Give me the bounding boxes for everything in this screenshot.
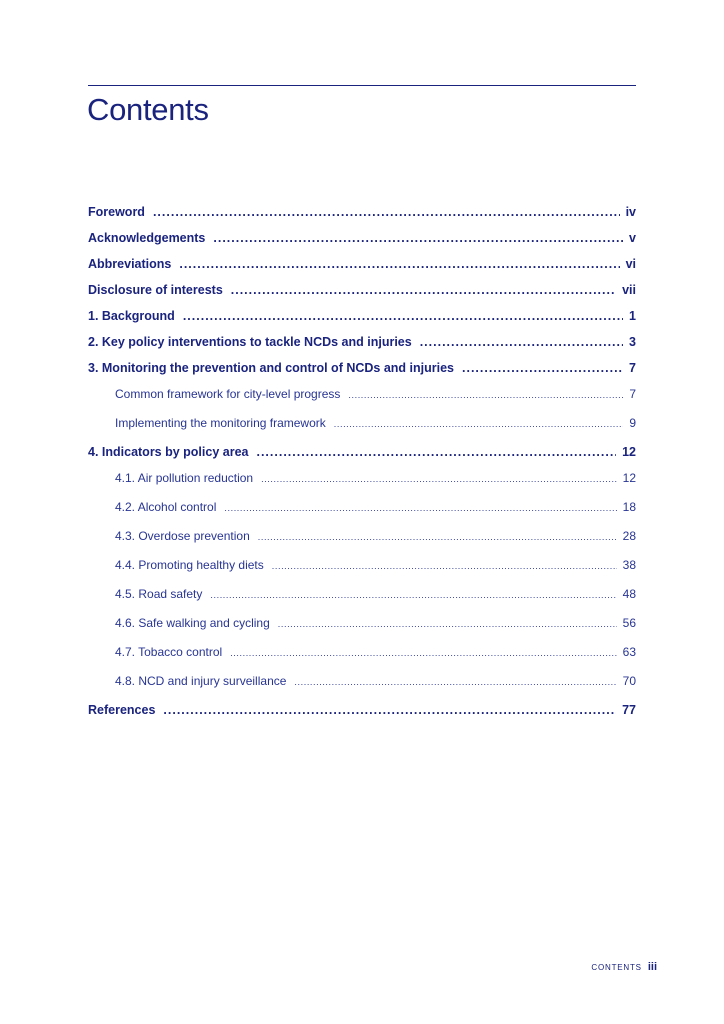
dot-leader	[213, 231, 623, 245]
toc-entry-label: 4.6. Safe walking and cycling	[115, 616, 270, 630]
dot-leader	[294, 677, 616, 687]
toc-entry-page: 3	[629, 335, 636, 349]
toc-entry-page: 7	[629, 387, 636, 401]
toc-entry-healthy-diets[interactable]	[88, 558, 636, 578]
dot-leader	[230, 648, 616, 658]
toc-entry-label: 4.4. Promoting healthy diets	[115, 558, 264, 572]
toc-entry-walking-cycling[interactable]	[88, 616, 636, 636]
toc-entry-foreword[interactable]	[88, 205, 636, 225]
page-footer	[591, 961, 657, 973]
toc-entry-page: 28	[622, 529, 636, 543]
dot-leader	[183, 309, 623, 323]
toc-entry-page: vi	[625, 257, 636, 271]
toc-entry-label: 4.5. Road safety	[115, 587, 203, 601]
toc-entry-page: v	[629, 231, 636, 245]
toc-entry-page: 38	[622, 558, 636, 572]
toc-entry-background[interactable]	[88, 309, 636, 329]
dot-leader	[153, 205, 620, 219]
toc-entry-page: 18	[622, 500, 636, 514]
toc-entry-common-framework[interactable]	[88, 387, 636, 407]
toc-entry-label: Acknowledgements	[88, 231, 206, 245]
toc-entry-label: Foreword	[88, 205, 145, 219]
toc-entry-implementing[interactable]	[88, 416, 636, 436]
toc-entry-page: 12	[622, 471, 636, 485]
toc-entry-label: 4.1. Air pollution reduction	[115, 471, 254, 485]
toc-entry-overdose[interactable]	[88, 529, 636, 549]
toc-entry-page: 7	[629, 361, 636, 375]
toc-entry-label: 3. Monitoring the prevention and control of NCDs and injuries	[88, 361, 454, 375]
toc-entry-label: Implementing the monitoring framework	[115, 416, 326, 430]
toc-entry-acknowledgements[interactable]	[88, 231, 636, 251]
toc-entry-key-policy[interactable]	[88, 335, 636, 355]
toc-entry-label: References	[88, 703, 156, 717]
dot-leader	[179, 257, 619, 271]
toc-entry-label: Abbreviations	[88, 257, 172, 271]
toc-entry-label: 4.7. Tobacco control	[115, 645, 223, 659]
toc-entry-page: 12	[622, 445, 636, 459]
toc-entry-indicators[interactable]	[88, 445, 636, 465]
dot-leader	[210, 590, 616, 600]
footer-section-label: CONTENTS	[591, 963, 642, 972]
dot-leader	[272, 561, 617, 571]
dot-leader	[256, 445, 616, 459]
toc-entry-page: 56	[622, 616, 636, 630]
toc-entry-label: Disclosure of interests	[88, 283, 223, 297]
toc-entry-label: 4.8. NCD and injury surveillance	[115, 674, 287, 688]
toc-entry-road-safety[interactable]	[88, 587, 636, 607]
header-rule	[88, 85, 636, 86]
dot-leader	[348, 390, 623, 400]
page-title: Contents	[87, 92, 209, 127]
toc-entry-monitoring[interactable]	[88, 361, 636, 381]
dot-leader	[462, 361, 623, 375]
toc-entry-page: 63	[622, 645, 636, 659]
toc-entry-page: iv	[625, 205, 636, 219]
toc-entry-label: 4. Indicators by policy area	[88, 445, 249, 459]
toc-entry-label: 2. Key policy interventions to tackle NCDs and injuries	[88, 335, 412, 349]
toc-entry-alcohol[interactable]	[88, 500, 636, 520]
toc-entry-air-pollution[interactable]	[88, 471, 636, 491]
toc-entry-page: 77	[622, 703, 636, 717]
toc-entry-page: vii	[622, 283, 636, 297]
footer-page-number: iii	[647, 961, 657, 973]
toc-entry-surveillance[interactable]	[88, 674, 636, 694]
dot-leader	[258, 532, 617, 542]
toc-entry-label: 4.2. Alcohol control	[115, 500, 217, 514]
toc-entry-page: 9	[629, 416, 636, 430]
dot-leader	[224, 503, 616, 513]
dot-leader	[420, 335, 623, 349]
toc-entry-tobacco[interactable]	[88, 645, 636, 665]
toc-entry-references[interactable]	[88, 703, 636, 723]
toc-entry-page: 48	[622, 587, 636, 601]
dot-leader	[278, 619, 617, 629]
dot-leader	[261, 474, 617, 484]
dot-leader	[163, 703, 616, 717]
toc-entry-label: Common framework for city-level progress	[115, 387, 341, 401]
toc-entry-label: 1. Background	[88, 309, 175, 323]
dot-leader	[231, 283, 616, 297]
toc-entry-page: 70	[622, 674, 636, 688]
toc-entry-abbreviations[interactable]	[88, 257, 636, 277]
dot-leader	[334, 419, 624, 429]
toc-entry-disclosure[interactable]	[88, 283, 636, 303]
toc-entry-page: 1	[629, 309, 636, 323]
toc-entry-label: 4.3. Overdose prevention	[115, 529, 250, 543]
